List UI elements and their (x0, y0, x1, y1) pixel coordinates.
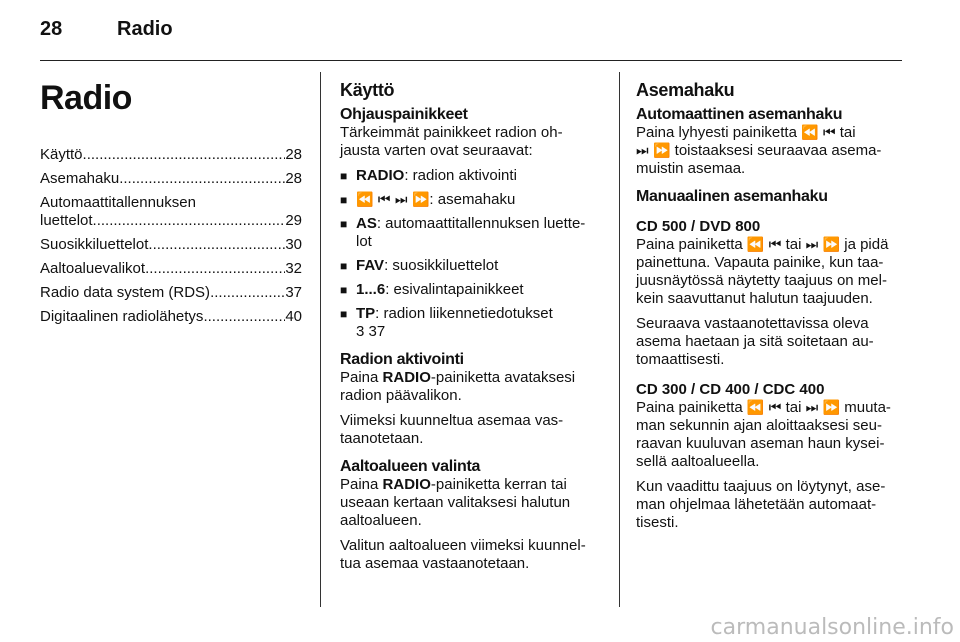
chapter-title: Radio (40, 79, 132, 117)
toc-page: 28 (285, 170, 302, 187)
subheading-cd500: CD 500 / DVD 800 (636, 218, 761, 235)
seek-back-icon: ⏪ ⏮ (746, 400, 782, 416)
subheading-ohjauspainikkeet: Ohjauspainikkeet (340, 106, 468, 123)
subheading-radion-aktivointi: Radion aktivointi (340, 351, 464, 368)
section-heading: Käyttö (340, 80, 395, 100)
toc-page: 37 (285, 284, 302, 301)
right-column (636, 74, 902, 539)
toc-label: Digitaalinen radiolähetys (40, 308, 204, 325)
seek-back-icon: ⏪ ⏮ (801, 125, 836, 141)
toc-label: Radio data system (RDS) (40, 284, 211, 301)
subheading-manuaalinen: Manuaalinen asemanhaku (636, 188, 828, 205)
seek-buttons-icon: ⏪ ⏮ ⏭ ⏩ (356, 192, 430, 208)
toc-label: luettelot (40, 212, 93, 229)
paragraph: Paina painiketta ⏪ ⏮ tai ⏭ ⏩ muuta- man sekunnin ajan aloittaaksesi seu- raavan kuuluvan aseman haun kysei- sellä aaltoalueella. (636, 399, 891, 470)
toc-page: 29 (285, 212, 302, 229)
toc-item-aaltoaluevalikot[interactable] (40, 260, 302, 278)
paragraph: Paina painiketta ⏪ ⏮ tai ⏭ ⏩ ja pidä painettuna. Vapauta painike, kun taa- juusnäytössä näytetty taajuus on mel- kein saavuttanut halutun taajuuden. (636, 236, 889, 307)
paragraph: Paina RADIO-painiketta kerran tai useaan kertaan valitaksesi halutun aaltoalueen. (340, 476, 571, 529)
column-divider (619, 72, 620, 607)
paragraph: Paina lyhyesti painiketta ⏪ ⏮ tai ⏭ ⏩ toistaaksesi seuraavaa asema- muistin asemaa. (636, 124, 882, 177)
list-item: ■ AS: automaattitallennuksen luette- lot (340, 215, 605, 251)
toc-page: 28 (285, 146, 302, 163)
paragraph: Valitun aaltoalueen viimeksi kuunnel- tua asemaa vastaanotetaan. (340, 537, 586, 572)
toc-item-suosikkiluettelot[interactable] (40, 236, 302, 254)
seek-forward-icon: ⏭ ⏩ (805, 400, 841, 416)
toc-label: Asemahaku (40, 170, 120, 187)
toc-page: 32 (285, 260, 302, 277)
list-item: ■ 1...6: esivalintapainikkeet (340, 281, 605, 299)
column-divider (320, 72, 321, 607)
toc-page: 30 (285, 236, 302, 253)
toc-label: Käyttö (40, 146, 83, 163)
subheading-aaltoalueen-valinta: Aaltoalueen valinta (340, 458, 481, 475)
list-item: ■ FAV: suosikkiluettelot (340, 257, 605, 275)
watermark: carmanualsonline.info (710, 615, 954, 640)
paragraph: Paina RADIO-painiketta avataksesi radion päävalikon. (340, 369, 576, 404)
seek-back-icon: ⏪ ⏮ (746, 237, 782, 253)
subheading-cd300: CD 300 / CD 400 / CDC 400 (636, 381, 825, 398)
toc-item-digitaalinen[interactable] (40, 308, 302, 326)
middle-column (340, 74, 605, 580)
toc-item-kaytto[interactable] (40, 146, 302, 164)
seek-forward-icon: ⏭ ⏩ (636, 143, 671, 159)
toc-page: 40 (285, 308, 302, 325)
toc-item-luettelot[interactable] (40, 212, 302, 230)
paragraph: Seuraava vastaanotettavissa oleva asema haetaan ja sitä soitetaan au- tomaattisesti. (636, 315, 874, 368)
toc-item-asemahaku[interactable] (40, 170, 302, 188)
toc-item-rds[interactable] (40, 284, 302, 302)
toc-label: Automaattitallennuksen (40, 194, 196, 211)
table-of-contents (40, 146, 302, 326)
section-title: Radio (117, 18, 173, 40)
toc-label: Aaltoaluevalikot (40, 260, 146, 277)
paragraph: Tärkeimmät painikkeet radion oh- jausta varten ovat seuraavat: (340, 124, 563, 159)
page-number: 28 (40, 18, 63, 40)
paragraph: Viimeksi kuunneltua asemaa vas- taanotetaan. (340, 412, 564, 447)
seek-forward-icon: ⏭ ⏩ (805, 237, 841, 253)
header-rule (40, 60, 902, 61)
toc-item-automaattitallennuksen[interactable] (40, 194, 302, 212)
list-item: ■ RADIO: radion aktivointi (340, 167, 605, 185)
section-heading: Asemahaku (636, 80, 735, 100)
list-item: ■ ⏪ ⏮ ⏭ ⏩: asemahaku (340, 191, 605, 209)
list-item: ■ TP: radion liikennetiedotukset 3 37 (340, 305, 605, 341)
left-column (40, 74, 302, 332)
toc-label: Suosikkiluettelot (40, 236, 149, 253)
page-reference: 3 37 (356, 323, 386, 340)
paragraph: Kun vaadittu taajuus on löytynyt, ase- man ohjelmaa lähetetään automaat- tisesti. (636, 478, 886, 531)
controls-list (340, 167, 605, 341)
subheading-automaattinen: Automaattinen asemanhaku (636, 106, 843, 123)
